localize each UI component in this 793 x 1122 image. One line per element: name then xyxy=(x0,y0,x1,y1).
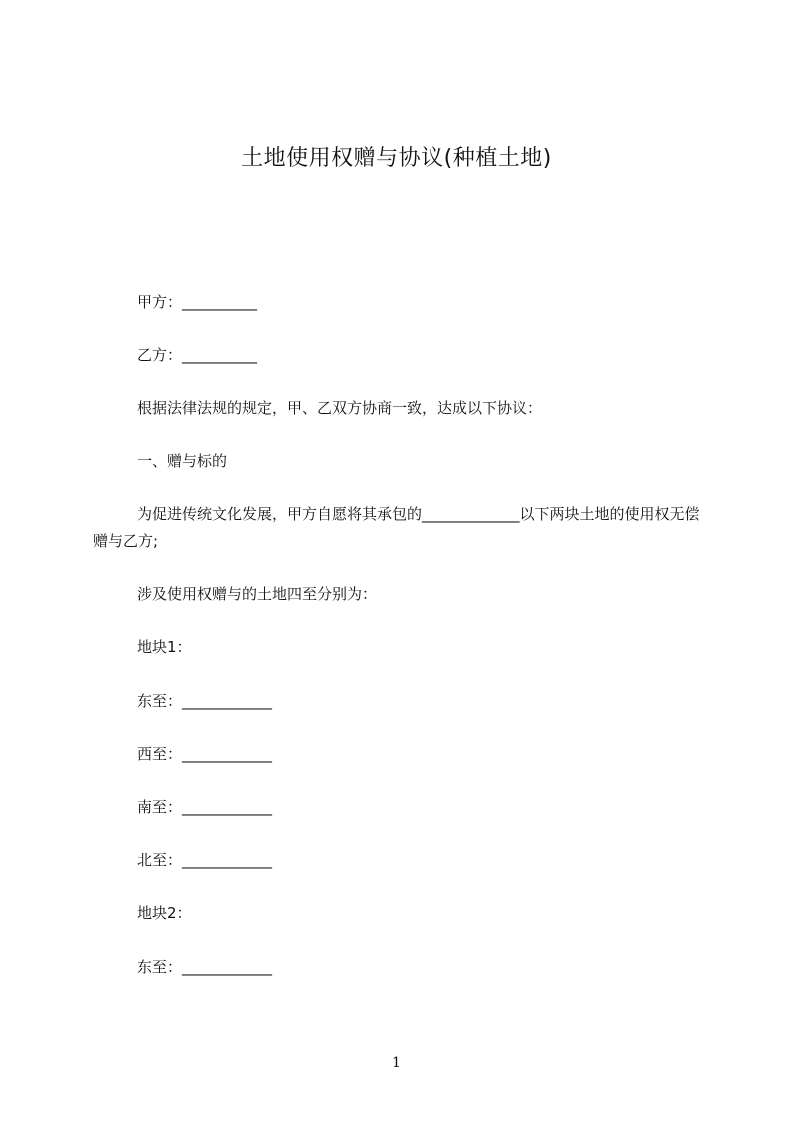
plot2-label: 地块2： xyxy=(137,904,192,922)
party-a-line: 甲方：__________ xyxy=(137,293,258,311)
party-b-line: 乙方：__________ xyxy=(137,346,258,364)
document-title: 土地使用权赠与协议(种植土地) xyxy=(241,146,552,171)
plot2-east-boundary: 东至：____________ xyxy=(137,958,273,976)
plot1-south-boundary: 南至：____________ xyxy=(137,798,273,816)
page-number: 1 xyxy=(392,1055,401,1071)
preamble: 根据法律法规的规定，甲、乙双方协商一致，达成以下协议： xyxy=(137,399,543,417)
section1-heading: 一、赠与标的 xyxy=(137,452,228,470)
plot1-north-boundary: 北至：____________ xyxy=(137,851,273,869)
plot1-label: 地块1： xyxy=(137,638,192,656)
plot1-east-boundary: 东至：____________ xyxy=(137,692,273,710)
section1-paragraph xyxy=(93,501,713,555)
plot1-west-boundary: 西至：____________ xyxy=(137,745,273,763)
boundaries-intro: 涉及使用权赠与的土地四至分别为： xyxy=(137,585,378,603)
section1-paragraph-text: 为促进传统文化发展，甲方自愿将其承包的_____________以下两块土地的使用权无偿赠与乙方; xyxy=(93,505,700,550)
